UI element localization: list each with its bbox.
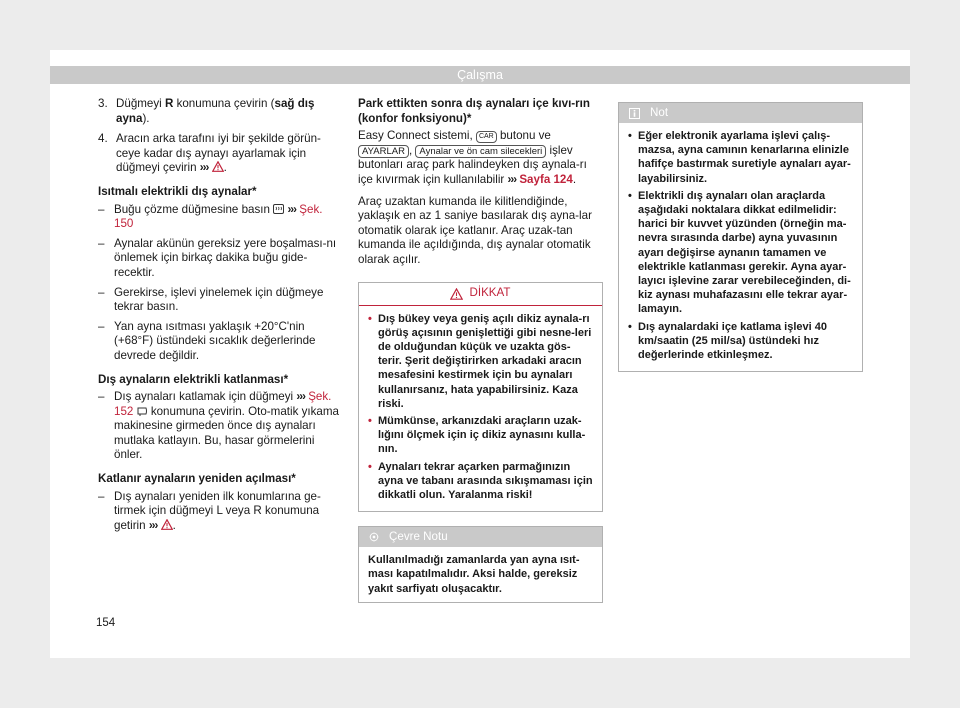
note-title: Not [650, 105, 669, 119]
list-item: – Yan ayna ısıtması yaklaşık +20°C'nin (+68°F) üstündeki sıcaklık değerlerinde devrede değildir. [98, 319, 316, 362]
figure-reference-link[interactable]: Şek. 152 [114, 390, 332, 418]
environment-icon [369, 532, 379, 542]
mirrors-wipers-key: Aynalar ve ön cam silecekleri [415, 145, 546, 158]
comfort-fold-heading: Park ettikten sonra dış aynaları içe kıvı-rın (konfor fonksiyonu)* [358, 97, 590, 125]
warning-item: • Mümkünse, arkanızdaki araçların uzak-lığını ölçmek için iç dikiz aynasını kulla-nın. [368, 414, 586, 456]
list-item: – Buğu çözme düğmesine basın ››› Şek. 150 [98, 202, 323, 231]
warning-item: • Dış bükey veya geniş açılı dikiz aynala-rı görüş açısının genişlettiği gibi nesne-leri de olduğundan küçük ve uzakta gös-terir. Şerit değiştirirken arkadaki aracın mesafesini kestirmek için bu aynaları kullanırsanız, hata yapabilirsiniz. Kaza riski. [368, 312, 592, 410]
settings-key: AYARLAR [358, 145, 409, 158]
section-header: Çalışma [50, 66, 910, 84]
defrost-icon [273, 204, 284, 214]
cross-reference-arrows: ››› [199, 161, 209, 175]
column-middle [358, 97, 603, 603]
warning-triangle-icon [161, 519, 173, 530]
list-item: – Gerekirse, işlevi yinelemek için düğmeye tekrar basın. [98, 285, 324, 314]
heated-mirrors-heading: Isıtmalı elektrikli dış aynalar* [98, 184, 257, 198]
list-item: – Dış aynaları yeniden ilk konumlarına ge-tirmek için düğmeyi L veya R konumuna getirin ››› . [98, 489, 321, 532]
page-reference-link[interactable]: Sayfa 124 [519, 172, 573, 186]
environment-title: Çevre Notu [389, 529, 448, 543]
warning-triangle-icon [212, 161, 224, 172]
figure-reference-link[interactable]: Şek. 150 [114, 202, 323, 231]
fold-heading: Dış aynaların elektrikli katlanması* [98, 372, 289, 386]
info-icon [629, 108, 640, 119]
list-item: – Aynalar akünün gereksiz yere boşalması-nı önlemek için birkaç dakika buğu gide-recektir. [98, 236, 337, 279]
column-right [618, 97, 863, 372]
environment-note-box [358, 526, 603, 603]
note-item: • Dış aynalardaki içe katlama işlevi 40 km/saatin (25 mil/sa) üstündeki hız değerlerinde etkinleşmez. [628, 320, 827, 362]
warning-title: DİKKAT [469, 286, 511, 300]
paragraph: Easy Connect sistemi, CAR butonu ve AYARLAR , Aynalar ve ön cam silecekleri işlev butonları araç park halindeyken dış aynala-rı içe kıvırmak için kullanılabilir ››› Sayfa 124. [358, 129, 587, 186]
warning-triangle-icon [450, 288, 463, 300]
warning-item: • Aynaları tekrar açarken parmağınızın ayna ve tabanı arasında sıkışmaması için dikkatli olun. Yaralanma riski! [368, 460, 593, 501]
step-3: 3. Düğmeyi R konumuna çevirin (sağ dış ayna). [98, 97, 315, 125]
paragraph: Araç uzaktan kumanda ile kilitlendiğinde, yaklaşık en az 1 saniye basılarak dış ayna-lar otomatik olarak içe katlanır. Araç uzak-tan kumanda ile açıldığında, dış aynalar otomatik olarak açılır. [358, 194, 592, 266]
warning-box [358, 282, 603, 513]
mirror-fold-icon [137, 406, 148, 416]
environment-text: Kullanılmadığı zamanlarda yan ayna ısıt-ması kapatılmalıdır. Aksi halde, gereksiz yakıt sarfiyatı oluşacaktır. [368, 554, 580, 595]
page-number: 154 [96, 617, 116, 629]
note-box [618, 102, 863, 372]
note-item: • Eğer elektronik ayarlama işlevi çalış-mazsa, ayna camının kenarlarına elinizle hafifçe bastırmak suretiyle aynaları ayar-layabilirsiniz. [628, 130, 851, 185]
note-item: • Elektrikli dış aynaları olan araçlarda aşağıdaki noktalara dikkat edilmelidir: harici bir kuvvet yüzünden (örneğin ma-nevra sırasında darbe) ayna yuvasının ayarı değişirse aynanın tamamen ve elektrikle katlanması gerekir. Ayna ayar-layıcı işlevine zarar verebileceğinden, di-kiz aynası muhafazasını elle tekrar ayar-lamayın. [628, 189, 851, 316]
column-left [98, 97, 343, 538]
step-4: 4. Aracın arka tarafını iyi bir şekilde görün-ceye kadar dış aynayı ayarlamak için düğmeyi çevirin ››› . [98, 132, 321, 175]
car-button-icon: CAR [476, 131, 497, 143]
unfold-heading: Katlanır aynaların yeniden açılması* [98, 472, 296, 486]
list-item: – Dış aynaları katlamak için düğmeyi ››› Şek. 152 konumuna çevirin. Oto-matik yıkama makinesine girmeden önce dış aynaları mutlaka katlayın. Bu, hasar görmelerini önler. [98, 390, 339, 462]
